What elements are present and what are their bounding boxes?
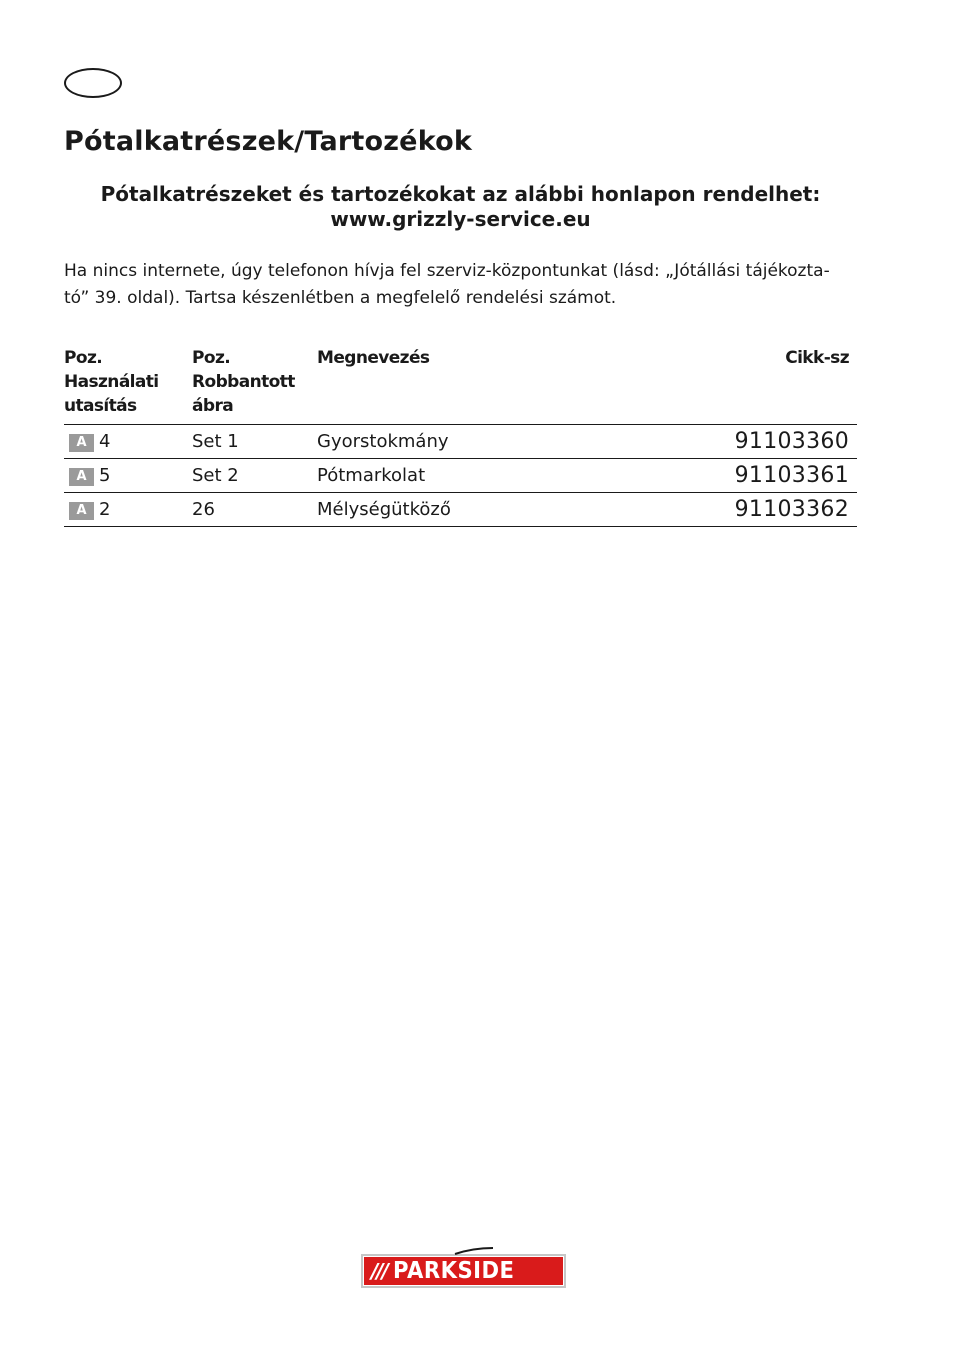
order-info-line: Pótalkatrészeket és tartozékokat az alábbi honlapon rendelhet: [100, 182, 821, 206]
intro-line: Ha nincs internete, úgy telefonon hívja fel szerviz-központunkat (lásd: „Jótállási tájékozta- [64, 261, 830, 281]
logo-background [364, 1257, 563, 1285]
cell-pos-manual: A 5 [64, 459, 192, 493]
logo-text: PARKSIDE [392, 1258, 515, 1284]
cell-name: Pótmarkolat [317, 459, 647, 493]
table-header-row [64, 346, 857, 425]
parkside-logo [361, 1254, 566, 1288]
figure-a-badge: A [69, 468, 94, 486]
cell-pos-exploded: Set 2 [192, 459, 317, 493]
cell-article-number: 91103362 [647, 493, 857, 527]
table-row [64, 459, 857, 493]
spare-parts-table [64, 346, 857, 527]
cell-pos-exploded: 26 [192, 493, 317, 527]
header-pos-manual: Poz. Használati utasítás [64, 346, 192, 425]
header-article-number: Cikk-sz [647, 346, 857, 425]
logo-swoosh-icon [453, 1247, 495, 1255]
service-url-link[interactable]: www.grizzly-service.eu [330, 207, 591, 231]
cell-article-number: 91103361 [647, 459, 857, 493]
cell-name: Gyorstokmány [317, 425, 647, 459]
page-title: Pótalkatrészek/Tartozékok [64, 126, 473, 157]
logo-stripes: /// [371, 1259, 387, 1283]
table-row [64, 493, 857, 527]
cell-name: Mélységütköző [317, 493, 647, 527]
language-indicator-oval [64, 68, 122, 98]
cell-article-number: 91103360 [647, 425, 857, 459]
cell-pos-exploded: Set 1 [192, 425, 317, 459]
cell-pos-manual: A 4 [64, 425, 192, 459]
header-pos-exploded: Poz. Robbantott ábra [192, 346, 317, 425]
intro-line: tó” 39. oldal). Tartsa készenlétben a megfelelő rendelési számot. [64, 288, 617, 308]
order-info [64, 182, 857, 232]
figure-a-badge: A [69, 502, 94, 520]
cell-pos-manual: A 2 [64, 493, 192, 527]
intro-paragraph [64, 258, 857, 312]
figure-a-badge: A [69, 434, 94, 452]
table-row [64, 425, 857, 459]
header-name: Megnevezés [317, 346, 647, 425]
